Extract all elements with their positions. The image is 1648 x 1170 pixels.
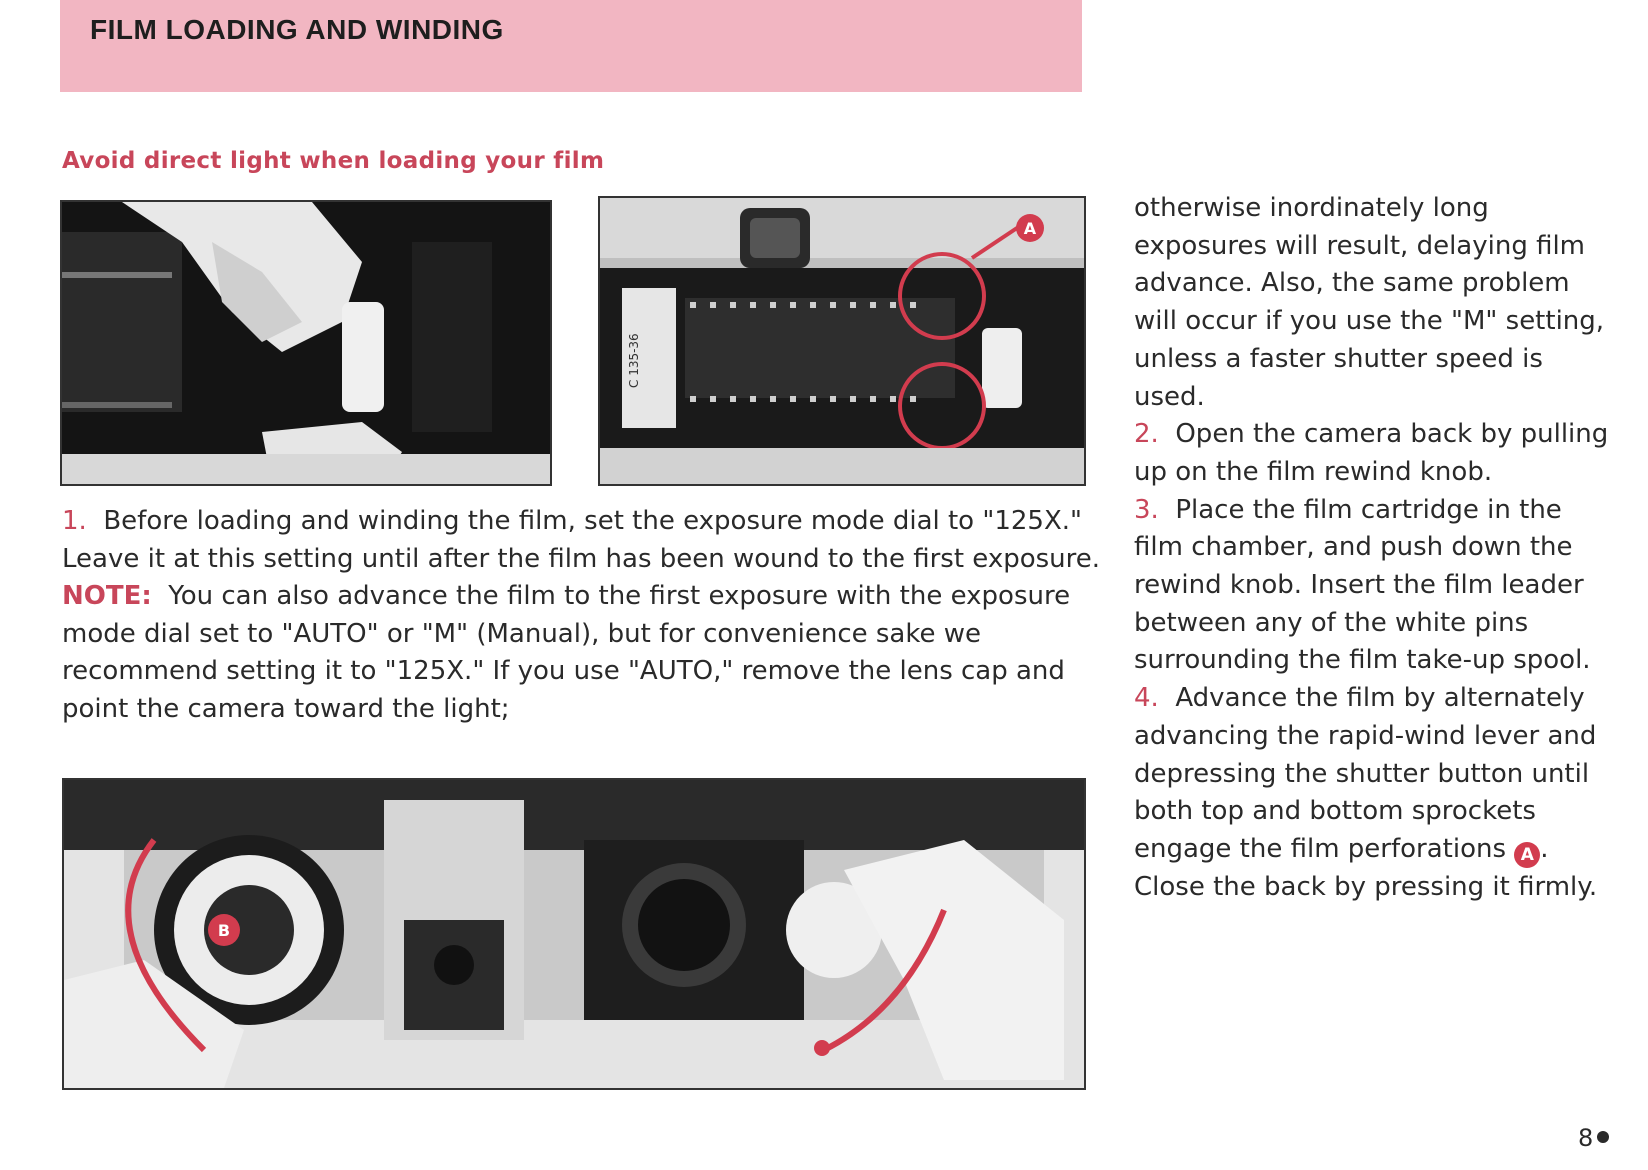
page-number-text: 8 bbox=[1578, 1124, 1594, 1152]
step-4-number: 4. bbox=[1134, 683, 1159, 714]
photo-film-loading-illustration bbox=[62, 202, 550, 484]
step-1-paragraph bbox=[62, 503, 1102, 578]
note-label: NOTE: bbox=[62, 581, 152, 611]
step-1-text: Before loading and winding the film, set the exposure mode dial to "125X." Leave it at this setting until after the film has been wound to the first exposure. bbox=[62, 506, 1101, 574]
note-text: You can also advance the film to the first exposure with the exposure mode dial set to "AUTO" or "M" (Manual), but for convenience sake we recommend setting it to "125X." If you use "AUTO," remove the lens cap and point the camera toward the light; bbox=[62, 581, 1071, 724]
photo-camera-back bbox=[598, 196, 1086, 486]
step-3-paragraph bbox=[1134, 492, 1614, 681]
step-3-number: 3. bbox=[1134, 494, 1159, 525]
photo-camera-top bbox=[62, 778, 1086, 1090]
step-1-number: 1. bbox=[62, 506, 87, 536]
step-2-text: Open the camera back by pulling up on the film rewind knob. bbox=[1134, 419, 1609, 487]
main-text-block bbox=[62, 503, 1102, 728]
cartridge-label: C 135-36 bbox=[627, 333, 641, 388]
marker-a-icon: A bbox=[1514, 842, 1540, 868]
page-title: FILM LOADING AND WINDING bbox=[90, 14, 504, 45]
note-paragraph bbox=[62, 578, 1102, 728]
page-number bbox=[1578, 1124, 1609, 1152]
continuation-paragraph: otherwise inordinately long exposures will result, delaying film advance. Also, the same problem will occur if you use the "M" setting, unless a faster shutter speed is used. bbox=[1134, 193, 1605, 412]
section-subtitle: Avoid direct light when loading your film bbox=[62, 148, 605, 174]
photo-marker-b: B bbox=[217, 921, 231, 940]
photo-camera-top-illustration bbox=[64, 780, 1084, 1088]
step-4-text: Advance the film by alternately advancing the rapid-wind lever and depressing the shutter button until both top and bottom sprockets engage the film perforations bbox=[1134, 683, 1597, 864]
step-3-text: Place the film cartridge in the film chamber, and push down the rewind knob. Insert the film leader between any of the white pins surrounding the film take-up spool. bbox=[1134, 494, 1591, 676]
photo-marker-a: A bbox=[1023, 219, 1037, 238]
step-2-number: 2. bbox=[1134, 419, 1159, 450]
right-text-column bbox=[1134, 190, 1614, 906]
step-4-end: . bbox=[1540, 833, 1549, 864]
step-4-paragraph bbox=[1134, 680, 1614, 869]
page-dot-icon bbox=[1597, 1131, 1609, 1143]
photo-camera-back-illustration bbox=[600, 198, 1084, 484]
step-2-paragraph bbox=[1134, 416, 1614, 491]
close-paragraph: Close the back by pressing it firmly. bbox=[1134, 871, 1598, 902]
photo-film-loading bbox=[60, 200, 552, 486]
